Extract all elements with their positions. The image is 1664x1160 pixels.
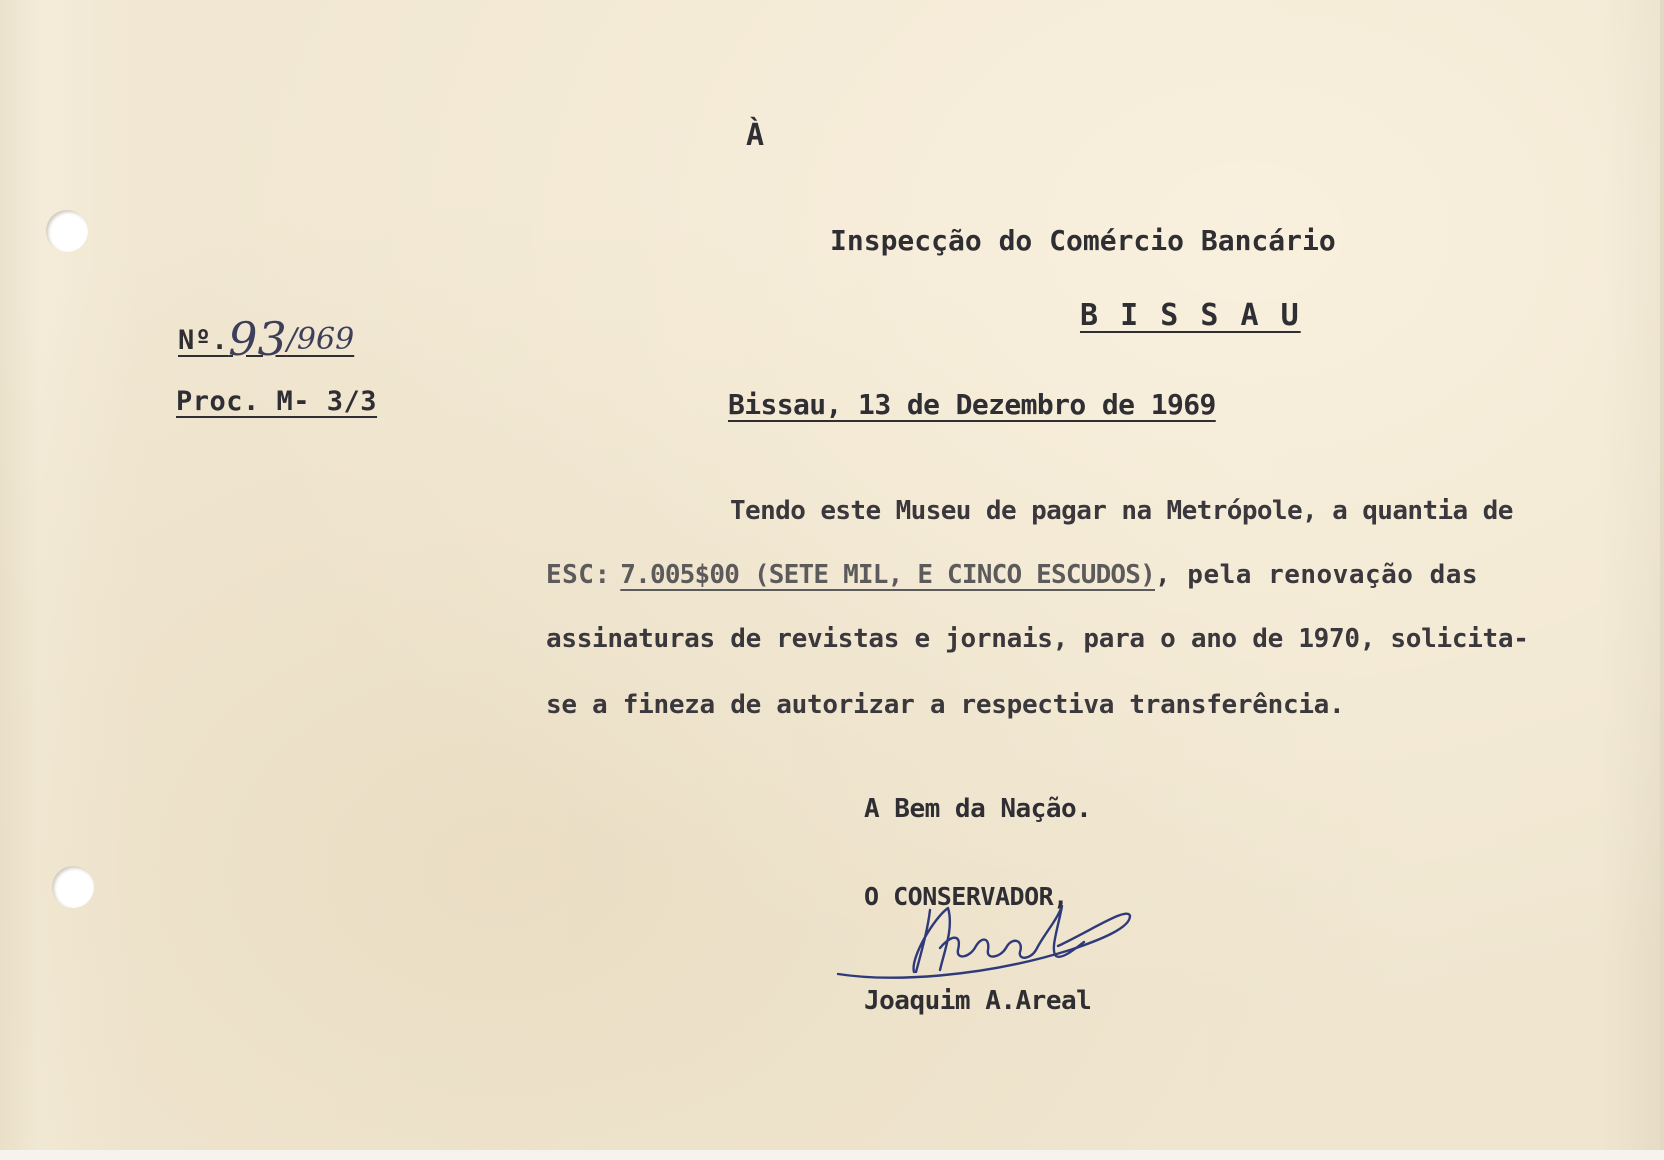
body-line-4: se a fineza de autorizar a respectiva transferência. [546,690,1345,720]
process-reference: Proc. M- 3/3 [176,386,378,417]
body-line-3: assinaturas de revistas e jornais, para o ano de 1970, solicita- [546,624,1529,654]
page-edge [1660,0,1664,1160]
reference-number-suffix: /969 [286,322,355,357]
currency-label: ESC: [546,560,611,590]
signature-icon [830,888,1150,998]
date-line: Bissau, 13 de Dezembro de 1969 [728,388,1216,421]
body-line-1: Tendo este Museu de pagar na Metrópole, a quantia de [730,496,1513,526]
page-bottom-margin [0,1150,1664,1160]
punch-hole-icon [52,866,94,908]
body-line-2-end: , pela renovação das [1155,560,1479,590]
signer-name: Joaquim A.Areal [864,986,1092,1016]
amount-text: 7.005$00 (SETE MIL, E CINCO ESCUDOS) [620,560,1155,590]
punch-hole-icon [46,210,88,252]
reference-number [178,306,355,366]
addressee-city: B I S S A U [1080,298,1301,333]
reference-number-prefix: Nº. [178,325,229,356]
body-line-2 [546,560,1478,590]
signer-title: O CONSERVADOR, [864,882,1068,911]
closing-salutation: A Bem da Nação. [864,794,1092,824]
addressee-name: Inspecção do Comércio Bancário [830,224,1336,257]
reference-number-handwritten: 93 [228,312,287,366]
addressee-prefix: À [746,118,765,153]
